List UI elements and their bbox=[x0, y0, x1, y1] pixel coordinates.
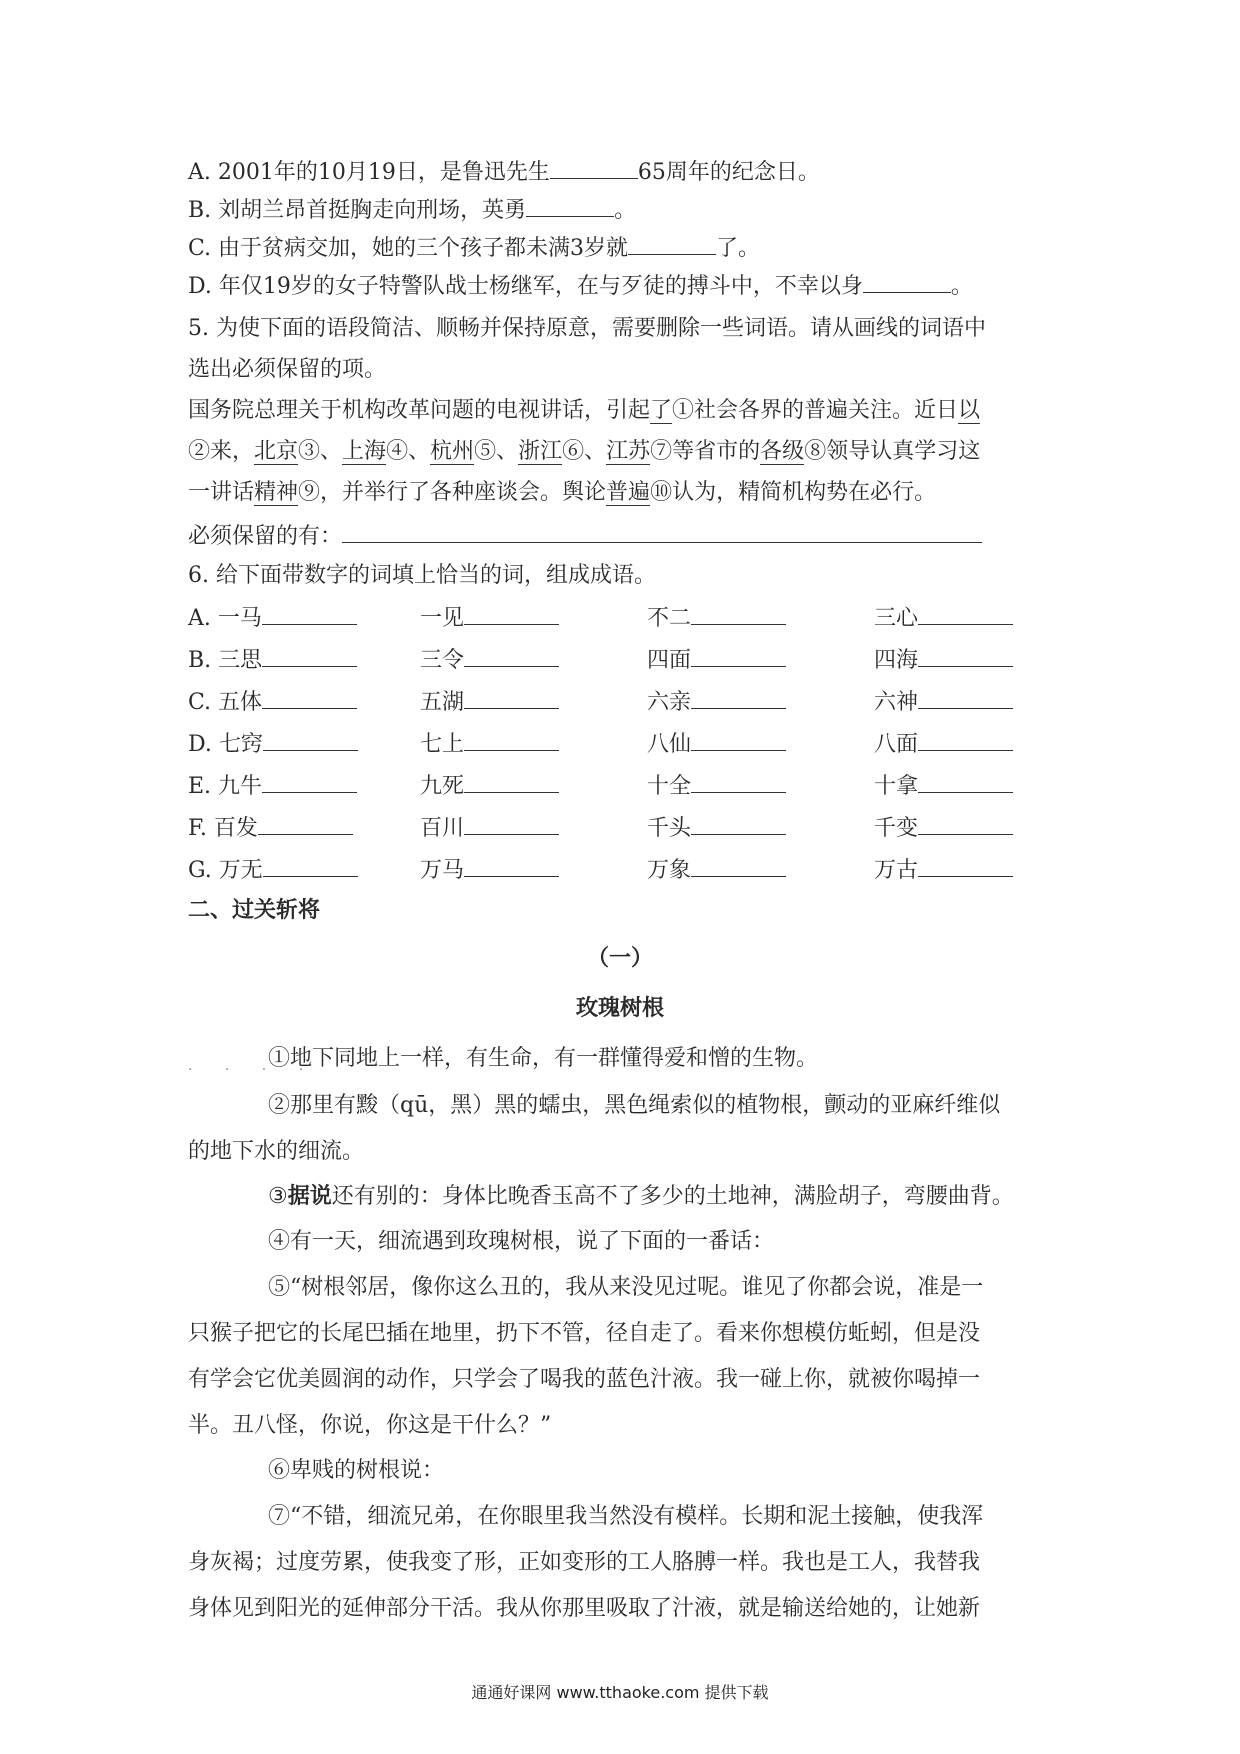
q4-option-d bbox=[188, 272, 1058, 301]
q5-passage-line3 bbox=[188, 479, 1058, 507]
idiom-row-b bbox=[188, 646, 1058, 674]
answer-blank[interactable] bbox=[263, 730, 358, 751]
page-footer: 通通好课网 www.tthaoke.com 提供下载 bbox=[471, 1683, 769, 1702]
answer-blank[interactable] bbox=[918, 688, 1013, 709]
q4-b-text: B. 刘胡兰昂首挺胸走向刑场，英勇 bbox=[188, 198, 527, 223]
q6-prompt: 6. 给下面带数字的词填上恰当的词，组成成语。 bbox=[188, 563, 656, 588]
paragraph-5-line2: 只猴子把它的长尾巴插在地里，扔下不管，径自走了。看来你想模仿蚯蚓，但是没 bbox=[188, 1321, 981, 1346]
q4-c-text: C. 由于贫病交加，她的三个孩子都未满3岁就 bbox=[188, 236, 629, 261]
q5-keep-line bbox=[188, 522, 1058, 551]
answer-blank[interactable] bbox=[464, 646, 559, 667]
passage-text: ⑥、 bbox=[562, 439, 607, 464]
idiom-row-e bbox=[188, 772, 1058, 800]
answer-blank[interactable] bbox=[863, 272, 951, 293]
q4-option-b bbox=[188, 196, 1058, 225]
paragraph-5-line3: 有学会它优美圆润的动作，只学会了喝我的蓝色汁液。我一碰上你，就被你喝掉一 bbox=[188, 1367, 981, 1392]
underlined-word: 了 bbox=[650, 398, 673, 423]
idiom-row-c bbox=[188, 688, 1058, 716]
passage-text: ④、 bbox=[386, 439, 431, 464]
idiom-row-f bbox=[188, 814, 1058, 842]
idiom-cell: 十拿 bbox=[874, 772, 1013, 801]
answer-blank[interactable] bbox=[918, 646, 1013, 667]
underlined-word: 浙江 bbox=[518, 439, 563, 464]
answer-blank[interactable] bbox=[464, 730, 559, 751]
paragraph-2-line1: ②那里有黢（qū，黑）黑的蠕虫，黑色绳索似的植物根，颤动的亚麻纤维似 bbox=[268, 1093, 1001, 1118]
answer-blank[interactable] bbox=[258, 814, 353, 835]
q4-b-text-end: 。 bbox=[614, 198, 637, 223]
idiom-cell: B. 三思 bbox=[188, 646, 357, 675]
decorative-dots: · · · · bbox=[188, 1062, 318, 1078]
q4-c-text-end: 了。 bbox=[716, 236, 761, 261]
passage-text: 一讲话 bbox=[188, 480, 255, 505]
idiom-cell: 八面 bbox=[874, 730, 1013, 759]
q5-prompt-line2: 选出必须保留的项。 bbox=[188, 357, 387, 382]
answer-blank[interactable] bbox=[691, 604, 786, 625]
answer-blank[interactable] bbox=[918, 772, 1013, 793]
underlined-word: 杭州 bbox=[430, 439, 475, 464]
passage-text: ⑧领导认真学习这 bbox=[804, 439, 981, 464]
paragraph-7-line3: 身体见到阳光的延伸部分干活。我从你那里吸取了汁液，就是输送给她的，让她新 bbox=[188, 1596, 981, 1621]
q4-a-text: A. 2001年的10月19日，是鲁迅先生 bbox=[188, 160, 550, 185]
answer-blank[interactable] bbox=[263, 856, 358, 877]
passage-text: ①社会各界的普遍关注。近日 bbox=[672, 398, 959, 423]
idiom-cell: D. 七窍 bbox=[188, 730, 358, 759]
passage-text: 国务院总理关于机构改革问题的电视讲话，引起 bbox=[188, 398, 651, 423]
idiom-cell: 千头 bbox=[647, 814, 786, 843]
passage-text: ⑨，并举行了各种座谈会。舆论 bbox=[298, 480, 607, 505]
idiom-cell: 四面 bbox=[647, 646, 786, 675]
keep-label: 必须保留的有： bbox=[188, 524, 343, 549]
answer-blank[interactable] bbox=[691, 814, 786, 835]
idiom-cell: 九死 bbox=[420, 772, 559, 801]
answer-blank[interactable] bbox=[464, 856, 559, 877]
answer-blank[interactable] bbox=[464, 604, 559, 625]
answer-blank[interactable] bbox=[262, 646, 357, 667]
passage-text: ⑦等省市的 bbox=[650, 439, 761, 464]
passage-text: ③、 bbox=[298, 439, 343, 464]
underlined-word: 以 bbox=[958, 398, 981, 423]
q5-passage-line1 bbox=[188, 397, 1058, 425]
section-heading: 二、过关斩将 bbox=[188, 898, 321, 923]
paragraph-4: ④有一天，细流遇到玫瑰树根，说了下面的一番话： bbox=[268, 1229, 775, 1254]
idiom-cell: 十全 bbox=[647, 772, 786, 801]
passage-text: ⑤、 bbox=[474, 439, 519, 464]
idiom-cell: 万古 bbox=[874, 856, 1013, 885]
answer-blank[interactable] bbox=[262, 772, 357, 793]
paragraph-2-line2: 的地下水的细流。 bbox=[188, 1139, 365, 1164]
idiom-cell: 八仙 bbox=[647, 730, 786, 759]
passage-text: ②来， bbox=[188, 439, 255, 464]
idiom-row-g bbox=[188, 856, 1058, 884]
paragraph-text: 还有别的：身体比晚香玉高不了多少的土地神，满脸胡子，弯腰曲背。 bbox=[331, 1184, 1014, 1209]
idiom-cell: G. 万无 bbox=[188, 856, 358, 885]
bold-phrase: 据说 bbox=[287, 1184, 332, 1209]
paragraph-5-line4: 半。丑八怪，你说，你这是干什么？” bbox=[188, 1413, 552, 1438]
answer-blank[interactable] bbox=[691, 856, 786, 877]
answer-blank[interactable] bbox=[464, 688, 559, 709]
keep-answer-blank[interactable] bbox=[342, 522, 982, 543]
idiom-cell: 三心 bbox=[874, 604, 1013, 633]
idiom-cell: 六神 bbox=[874, 688, 1013, 717]
answer-blank[interactable] bbox=[628, 234, 716, 255]
q4-d-text: D. 年仅19岁的女子特警队战士杨继军，在与歹徒的搏斗中，不幸以身 bbox=[188, 274, 863, 299]
idiom-row-a bbox=[188, 604, 1058, 632]
q4-a-text-end: 65周年的纪念日。 bbox=[637, 160, 820, 185]
passage-title: 玫瑰树根 bbox=[575, 996, 664, 1021]
idiom-cell: 一见 bbox=[420, 604, 559, 633]
idiom-row-d bbox=[188, 730, 1058, 758]
q4-d-text-end: 。 bbox=[950, 274, 973, 299]
q4-option-a bbox=[188, 158, 1058, 187]
answer-blank[interactable] bbox=[918, 730, 1013, 751]
idiom-cell: 百川 bbox=[420, 814, 559, 843]
paragraph-1: ①地下同地上一样，有生命，有一群懂得爱和憎的生物。 bbox=[268, 1046, 819, 1071]
idiom-cell: 三令 bbox=[420, 646, 559, 675]
answer-blank[interactable] bbox=[262, 688, 357, 709]
paragraph-6: ⑥卑贱的树根说： bbox=[268, 1458, 445, 1483]
underlined-word: 各级 bbox=[760, 439, 805, 464]
idiom-cell: E. 九牛 bbox=[188, 772, 357, 801]
paragraph-3 bbox=[268, 1183, 1138, 1211]
answer-blank[interactable] bbox=[464, 814, 559, 835]
passage-text: ⑩认为，精简机构势在必行。 bbox=[650, 480, 937, 505]
q5-prompt-line1: 5. 为使下面的语段简洁、顺畅并保持原意，需要删除一些词语。请从画线的词语中 bbox=[188, 316, 986, 341]
underlined-word: 江苏 bbox=[606, 439, 651, 464]
idiom-cell: 五湖 bbox=[420, 688, 559, 717]
underlined-word: 普遍 bbox=[606, 480, 651, 505]
idiom-cell: 七上 bbox=[420, 730, 559, 759]
answer-blank[interactable] bbox=[464, 772, 559, 793]
underlined-word: 上海 bbox=[342, 439, 387, 464]
answer-blank[interactable] bbox=[691, 730, 786, 751]
idiom-cell: 四海 bbox=[874, 646, 1013, 675]
idiom-cell: 六亲 bbox=[647, 688, 786, 717]
paragraph-7-line1: ⑦“不错，细流兄弟，在你眼里我当然没有模样。长期和泥土接触，使我浑 bbox=[268, 1504, 984, 1529]
idiom-cell: F. 百发 bbox=[188, 814, 353, 843]
idiom-cell: 万象 bbox=[647, 856, 786, 885]
underlined-word: 北京 bbox=[254, 439, 299, 464]
q4-option-c bbox=[188, 234, 1058, 263]
answer-blank[interactable] bbox=[918, 856, 1013, 877]
answer-blank[interactable] bbox=[918, 604, 1013, 625]
q5-passage-line2 bbox=[188, 438, 1058, 466]
idiom-cell: 万马 bbox=[420, 856, 559, 885]
answer-blank[interactable] bbox=[262, 604, 357, 625]
paragraph-5-line1: ⑤“树根邻居，像你这么丑的，我从来没见过呢。谁见了你都会说，准是一 bbox=[268, 1275, 984, 1300]
paragraph-number: ③ bbox=[268, 1184, 288, 1209]
answer-blank[interactable] bbox=[526, 196, 614, 217]
idiom-cell: 千变 bbox=[874, 814, 1013, 843]
paragraph-7-line2: 身灰褐；过度劳累，使我变了形，正如变形的工人胳膊一样。我也是工人，我替我 bbox=[188, 1550, 981, 1575]
idiom-cell: 不二 bbox=[647, 604, 786, 633]
section-subheading: （一） bbox=[586, 946, 653, 971]
idiom-cell: A. 一马 bbox=[188, 604, 357, 633]
answer-blank[interactable] bbox=[918, 814, 1013, 835]
underlined-word: 精神 bbox=[254, 480, 299, 505]
answer-blank[interactable] bbox=[691, 646, 786, 667]
answer-blank[interactable] bbox=[691, 688, 786, 709]
idiom-cell: C. 五体 bbox=[188, 688, 357, 717]
answer-blank[interactable] bbox=[691, 772, 786, 793]
answer-blank[interactable] bbox=[550, 158, 638, 179]
